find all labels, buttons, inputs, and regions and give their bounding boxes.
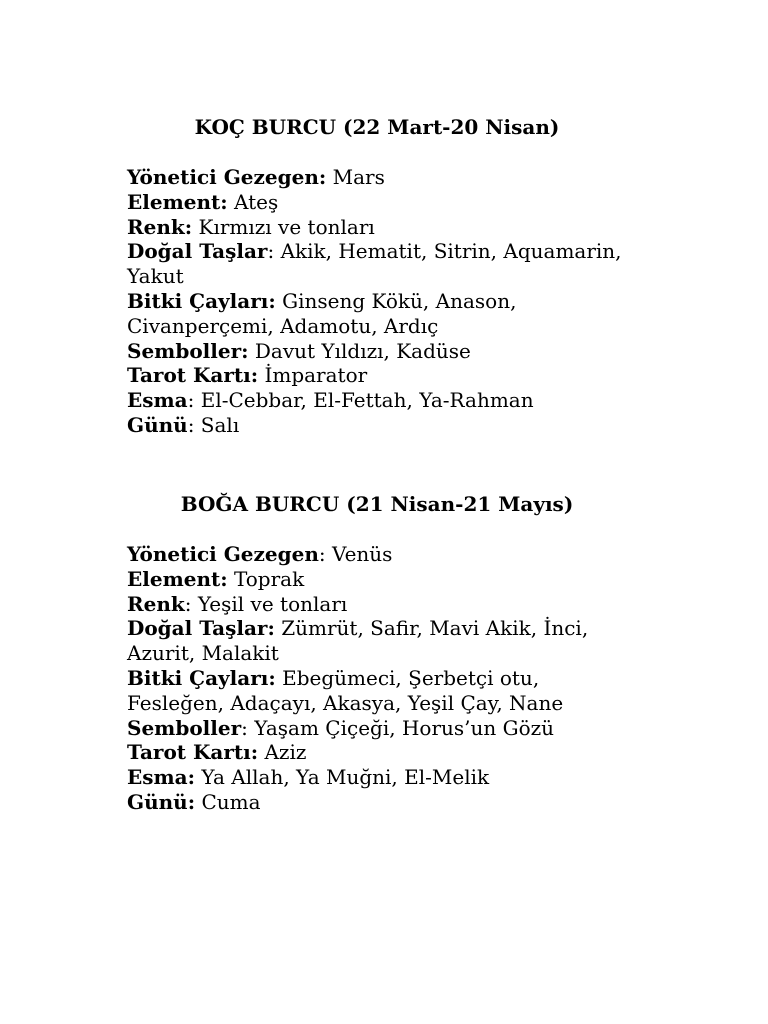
info-row xyxy=(127,691,647,716)
row-label: Esma xyxy=(127,388,188,413)
info-row xyxy=(127,592,647,617)
row-value: Ya Allah, Ya Muğni, El-Melik xyxy=(195,765,490,790)
info-row xyxy=(127,765,647,790)
row-label: Semboller xyxy=(127,715,242,740)
info-row xyxy=(127,666,647,691)
info-row xyxy=(127,790,647,815)
boga-burcu-rows xyxy=(127,542,647,815)
boga-burcu-section xyxy=(127,490,647,815)
row-value: Azurit, Malakit xyxy=(127,641,279,666)
row-label: Yönetici Gezegen xyxy=(127,542,319,566)
row-label: Esma: xyxy=(127,765,196,790)
info-row xyxy=(127,716,647,741)
info-row xyxy=(127,190,647,215)
row-value: Ebegümeci, Şerbetçi otu, xyxy=(275,665,540,690)
row-value: : Yaşam Çiçeği, Horus’un Gözü xyxy=(241,715,555,740)
row-label: Bitki Çayları: xyxy=(127,665,276,690)
row-value: Fesleğen, Adaçayı, Akasya, Yeşil Çay, Nane xyxy=(127,690,564,715)
row-value: Mars xyxy=(326,165,385,189)
row-label: Yönetici Gezegen: xyxy=(127,165,327,189)
koc-burcu-section xyxy=(127,113,647,438)
row-value: Aziz xyxy=(258,740,307,765)
info-row xyxy=(127,542,647,567)
info-row xyxy=(127,740,647,765)
row-label: Günü xyxy=(127,412,188,437)
info-row xyxy=(127,388,647,413)
row-value: Civanperçemi, Adamotu, Ardıç xyxy=(127,313,439,338)
row-value: Cuma xyxy=(195,789,261,814)
info-row xyxy=(127,567,647,592)
row-value: : El-Cebbar, El-Fettah, Ya-Rahman xyxy=(187,388,534,413)
row-value: : Salı xyxy=(187,412,240,437)
info-row xyxy=(127,239,647,264)
info-row xyxy=(127,339,647,364)
row-label: Doğal Taşlar xyxy=(127,239,268,264)
row-value: : Yeşil ve tonları xyxy=(184,591,348,616)
info-row xyxy=(127,641,647,666)
info-row xyxy=(127,616,647,641)
info-row xyxy=(127,289,647,314)
section-title: BOĞA BURCU (21 Nisan-21 Mayıs) xyxy=(180,492,574,516)
row-label: Renk xyxy=(127,591,185,616)
koc-burcu-rows xyxy=(127,165,647,438)
info-row xyxy=(127,215,647,240)
row-value: İmparator xyxy=(258,363,368,388)
row-label: Element: xyxy=(127,189,228,214)
row-value: Kırmızı ve tonları xyxy=(192,214,375,239)
row-label: Doğal Taşlar: xyxy=(127,616,275,641)
info-row xyxy=(127,413,647,438)
row-label: Günü: xyxy=(127,789,196,814)
info-row xyxy=(127,314,647,339)
row-value: Yakut xyxy=(127,264,184,289)
section-title: KOÇ BURCU (22 Mart-20 Nisan) xyxy=(194,115,560,139)
row-label: Element: xyxy=(127,566,228,591)
row-value: Ateş xyxy=(227,189,279,214)
row-value: Zümrüt, Safir, Mavi Akik, İnci, xyxy=(274,616,589,641)
info-row xyxy=(127,165,647,190)
info-row xyxy=(127,363,647,388)
row-value: Toprak xyxy=(227,566,305,591)
row-value: : Akik, Hematit, Sitrin, Aquamarin, xyxy=(267,239,622,264)
row-label: Tarot Kartı: xyxy=(127,363,259,388)
row-value: : Venüs xyxy=(318,542,393,566)
info-row xyxy=(127,264,647,289)
row-label: Tarot Kartı: xyxy=(127,740,259,765)
row-value: Davut Yıldızı, Kadüse xyxy=(248,338,471,363)
row-label: Bitki Çayları: xyxy=(127,288,276,313)
row-label: Renk: xyxy=(127,214,193,239)
row-label: Semboller: xyxy=(127,338,249,363)
row-value: Ginseng Kökü, Anason, xyxy=(275,288,517,313)
